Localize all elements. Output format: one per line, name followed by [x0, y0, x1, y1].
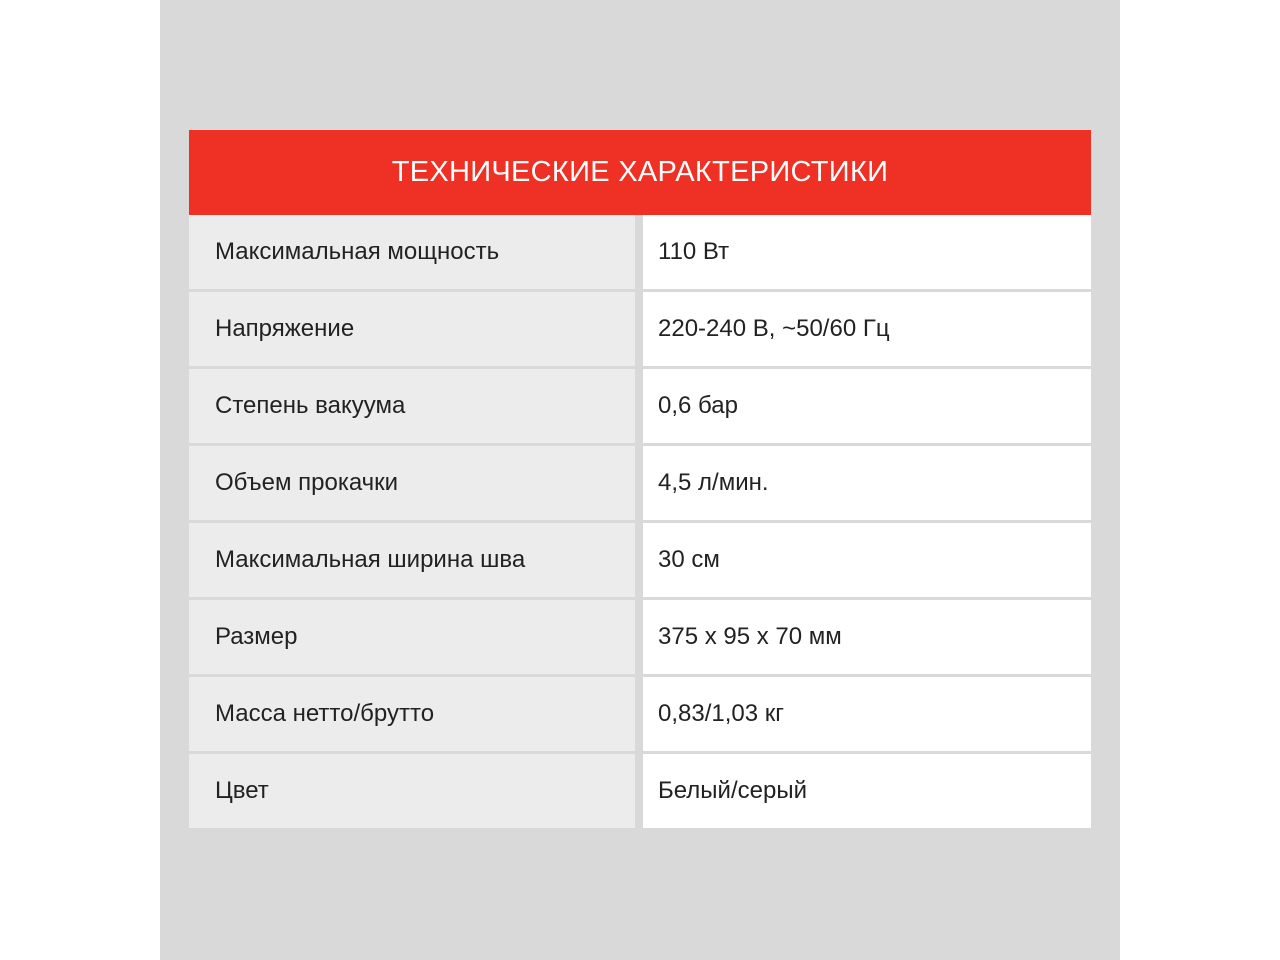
spec-label: Максимальная ширина шва [189, 523, 635, 597]
spec-value: 0,83/1,03 кг [643, 677, 1091, 751]
spec-value: Белый/серый [643, 754, 1091, 828]
spec-row [189, 600, 1091, 674]
spec-label: Максимальная мощность [189, 215, 635, 289]
spec-label: Степень вакуума [189, 369, 635, 443]
spec-value: 30 см [643, 523, 1091, 597]
spec-value: 220-240 В, ~50/60 Гц [643, 292, 1091, 366]
spec-label: Масса нетто/брутто [189, 677, 635, 751]
spec-row [189, 446, 1091, 520]
spec-label: Цвет [189, 754, 635, 828]
spec-row [189, 369, 1091, 443]
spec-table-header [189, 130, 1091, 215]
spec-label: Размер [189, 600, 635, 674]
spec-value: 110 Вт [643, 215, 1091, 289]
spec-row [189, 215, 1091, 289]
spec-row [189, 754, 1091, 828]
spec-value: 4,5 л/мин. [643, 446, 1091, 520]
spec-row [189, 677, 1091, 751]
spec-row [189, 523, 1091, 597]
spec-label: Объем прокачки [189, 446, 635, 520]
spec-table [189, 130, 1091, 828]
spec-table-title: ТЕХНИЧЕСКИЕ ХАРАКТЕРИСТИКИ [391, 156, 889, 188]
spec-label: Напряжение [189, 292, 635, 366]
spec-value: 0,6 бар [643, 369, 1091, 443]
spec-value: 375 х 95 х 70 мм [643, 600, 1091, 674]
spec-row [189, 292, 1091, 366]
spec-rows [189, 215, 1091, 828]
